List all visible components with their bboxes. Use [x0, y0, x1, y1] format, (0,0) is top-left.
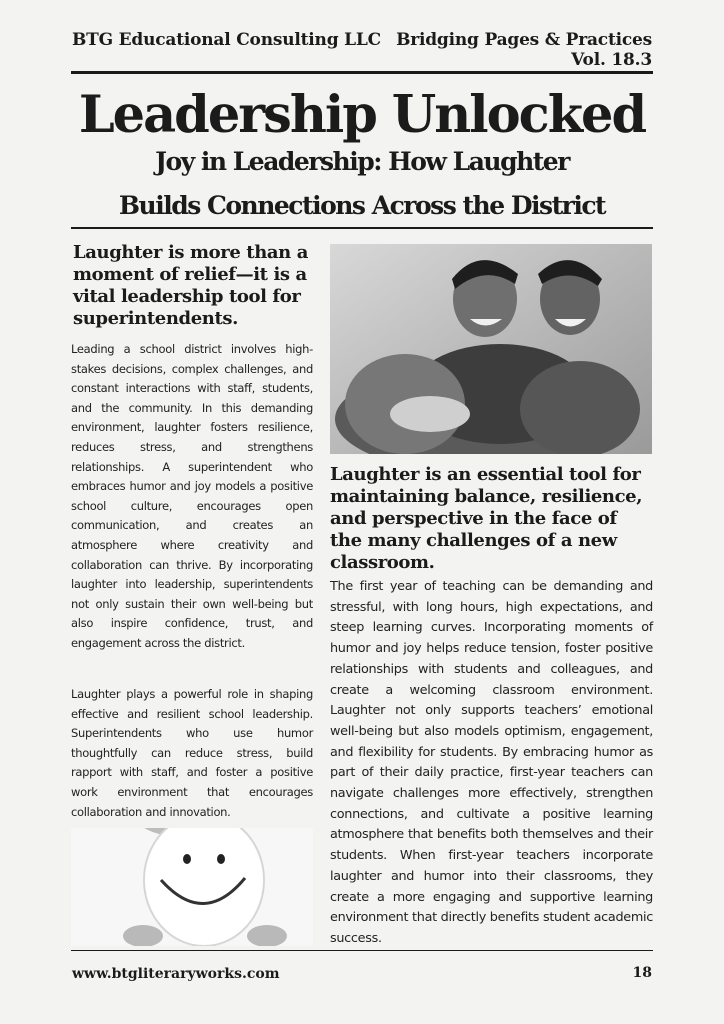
left-paragraph-2: Laughter plays a powerful role in shaping effective and resilient school leadership. Superintendents who use humor thoughtfully can reduce stress, build rapport with staff, and foster a positive work environment that encourages collaboration and innovation. [71, 687, 313, 819]
series-name: Bridging Pages & Practices [396, 30, 652, 50]
left-paragraph-1: Leading a school district involves high-stakes decisions, complex challenges, and constant interactions with staff, students, and the community. In this demanding environment, laughter fosters resilience, reduces stress, and strengthens relationships. A superintendent who embraces humor and joy models a positive school culture, encourages open communication, and creates an atmosphere where creativity and collaboration can thrive. By incorporating laughter into leadership, superintendents not only sustain their own well-being but also inspire confidence, trust, and engagement across the district. [71, 342, 313, 650]
header-rule [71, 71, 653, 74]
left-pull-quote: Laughter is more than a moment of relief—it is a vital leadership tool for superintendents. [73, 242, 308, 329]
title-rule [71, 227, 653, 229]
page-title: Leadership Unlocked [78, 85, 646, 145]
footer-website[interactable]: www.btgliteraryworks.com [72, 966, 280, 982]
smiley-face-photo [71, 828, 313, 946]
right-paragraph: The first year of teaching can be demanding and stressful, with long hours, high expectations, and steep learning curves. Incorporating moments of humor and joy helps reduce tension, foster positive relationships with students and colleagues, and create a welcoming classroom environment. Laughter not only supports teachers’ emotional well-being but also models optimism, engagement, and flexibility for students. By embracing humor as part of their daily practice, first-year teachers can navigate challenges more effectively, strengthen connections, and cultivate a positive learning atmosphere that benefits both themselves and their students. When first-year teachers incorporate laughter and humor into their classrooms, they create a more engaging and supportive learning environment that directly benefits student academic success. [330, 579, 653, 946]
company-name: BTG Educational Consulting LLC [72, 30, 381, 50]
page-number: 18 [632, 965, 652, 981]
footer-rule [71, 950, 653, 951]
laughing-children-photo [330, 244, 652, 454]
subtitle-line-1: Joy in Leadership: How Laughter [155, 147, 569, 176]
right-pull-quote: Laughter is an essential tool for maintaining balance, resilience, and perspective in the face of the many challenges of a new classroom. [330, 464, 643, 573]
subtitle-line-2: Builds Connections Across the District [118, 191, 606, 220]
volume-number: Vol. 18.3 [571, 50, 652, 70]
